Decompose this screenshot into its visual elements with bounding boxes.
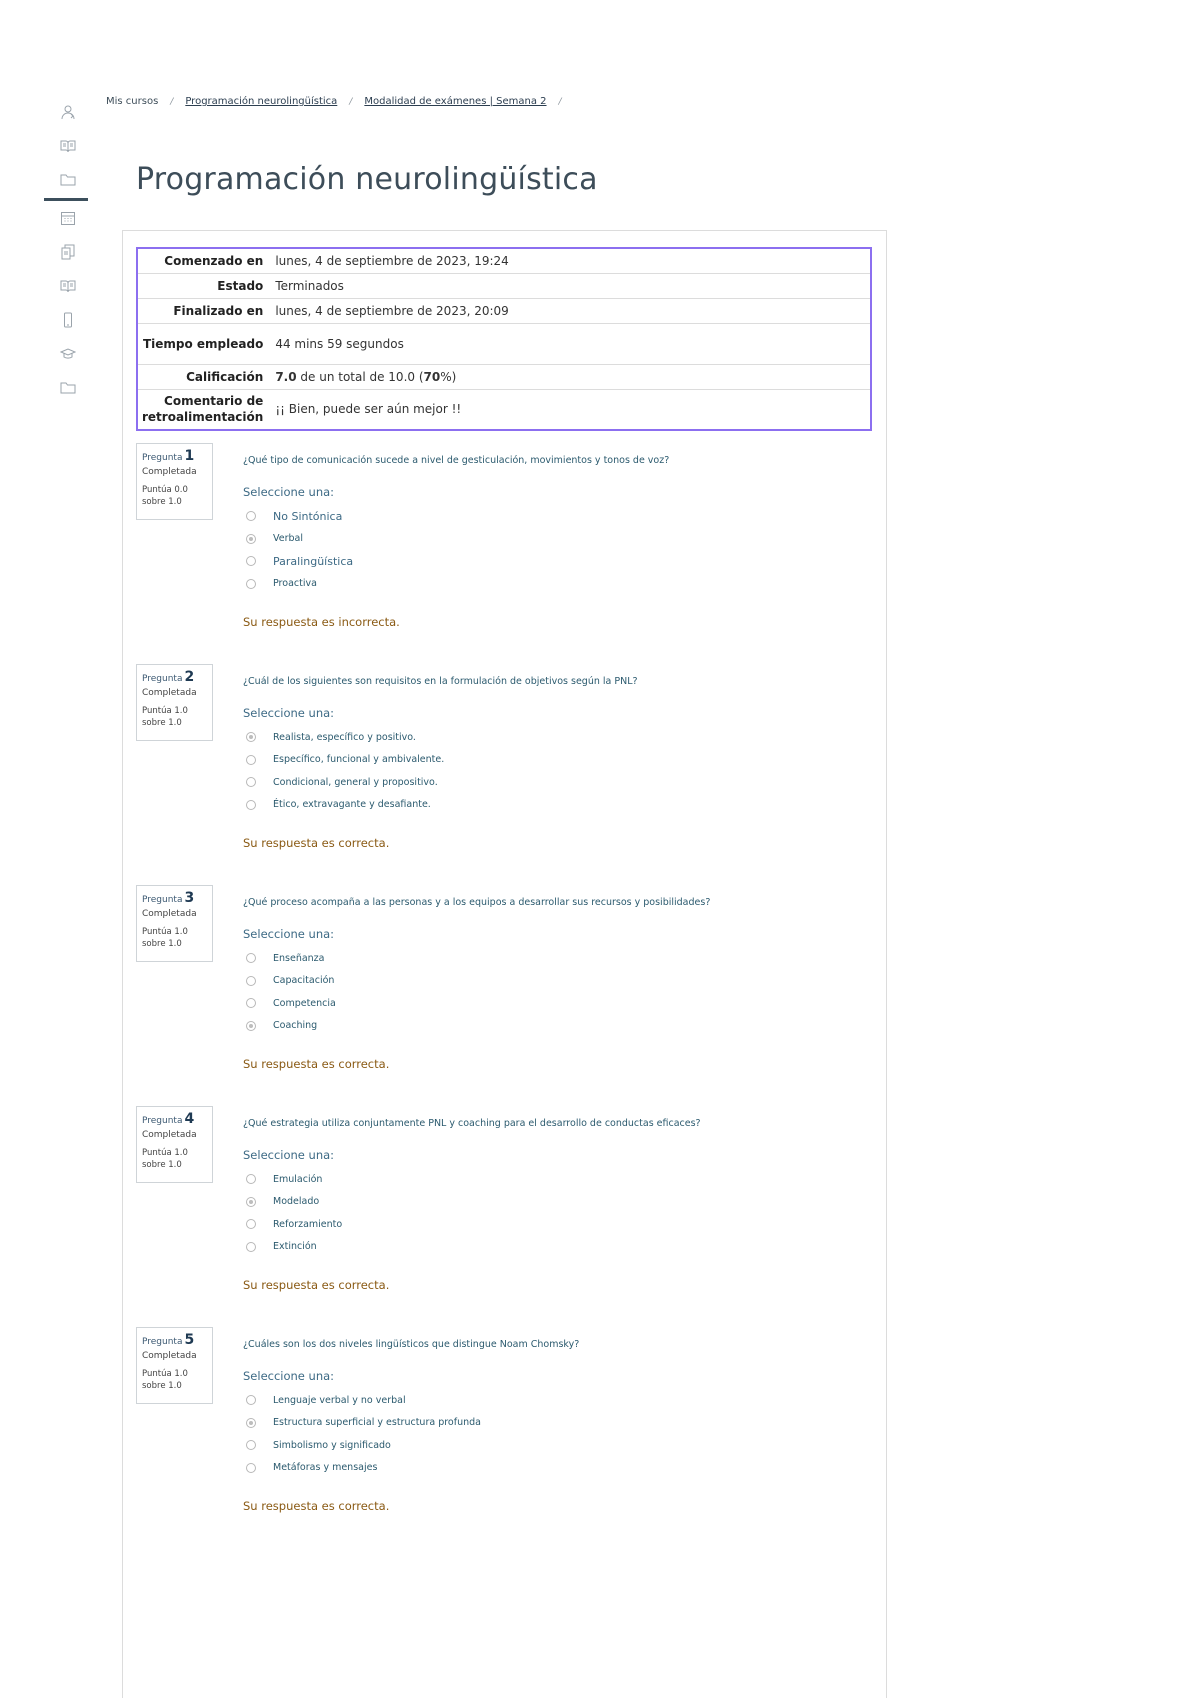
question-word: Pregunta [142,895,183,905]
question-block [136,443,876,643]
summary-value: lunes, 4 de septiembre de 2023, 20:09 [267,298,871,323]
question-number-value: 4 [184,1111,195,1127]
answer-radio[interactable] [246,1440,256,1450]
answer-label: Verbal [273,533,304,545]
question-grade [142,926,207,950]
answer-option[interactable] [246,1412,481,1435]
question-state: Completada [142,467,197,477]
answer-label: Competencia [273,997,336,1009]
question-grade-line: Puntúa 1.0 [142,927,188,937]
grade-percent: 70 [423,369,441,384]
answer-label: Coaching [273,1020,318,1032]
answer-radio[interactable] [246,579,256,589]
summary-value [267,364,871,389]
answer-radio[interactable] [246,732,256,742]
question-feedback: Su respuesta es incorrecta. [243,615,400,629]
question-number [142,1332,207,1348]
answer-option[interactable] [246,771,444,794]
answer-option[interactable] [246,749,444,772]
answer-option[interactable] [246,1236,342,1259]
calendar-icon[interactable] [60,210,76,226]
answer-label: Realista, específico y positivo. [273,731,416,743]
answer-option[interactable] [246,1213,342,1236]
grade-middle: de un total de 10.0 ( [296,369,424,384]
question-grade-line: Puntúa 0.0 [142,485,188,495]
summary-label: Tiempo empleado [137,323,267,364]
book-icon[interactable] [60,138,76,154]
question-state: Completada [142,1351,197,1361]
answer-radio[interactable] [246,1463,256,1473]
answer-options [246,1168,342,1258]
question-grade [142,1368,207,1392]
answer-option[interactable] [246,992,336,1015]
answer-label: Capacitación [273,975,335,987]
question-word: Pregunta [142,1116,183,1126]
question-text: ¿Cuáles son los dos niveles lingüísticos que distingue Noam Chomsky? [243,1339,580,1350]
summary-value: 44 mins 59 segundos [267,323,871,364]
question-info-box [136,885,213,962]
question-prompt: Seleccione una: [243,706,335,720]
question-number-value: 2 [184,669,195,685]
question-word: Pregunta [142,1337,183,1347]
book-icon[interactable] [60,278,76,294]
breadcrumb-my-courses[interactable]: Mis cursos [106,96,159,107]
summary-row-started [137,248,871,273]
answer-radio[interactable] [246,777,256,787]
answer-radio[interactable] [246,1021,256,1031]
answer-option[interactable] [246,1434,481,1457]
answer-option[interactable] [246,573,353,596]
answer-label: Modelado [273,1196,320,1208]
summary-row-grade [137,364,871,389]
answer-option[interactable] [246,1191,342,1214]
question-block [136,1106,876,1306]
answer-option[interactable] [246,947,336,970]
question-word: Pregunta [142,453,183,463]
question-number-value: 3 [184,890,195,906]
answer-radio[interactable] [246,534,256,544]
question-state: Completada [142,909,197,919]
summary-label: Estado [137,273,267,298]
question-word: Pregunta [142,674,183,684]
answer-radio[interactable] [246,1197,256,1207]
question-number [142,448,207,464]
question-text: ¿Qué proceso acompaña a las personas y a los equipos a desarrollar sus recursos y posibilidades? [243,897,711,908]
grade-score: 7.0 [275,369,297,384]
breadcrumb-exam-section[interactable]: Modalidad de exámenes | Semana 2 [364,96,547,107]
question-text: ¿Qué estrategia utiliza conjuntamente PNL y coaching para el desarrollo de conductas eficaces? [243,1118,701,1129]
summary-label: Comentario de retroalimentación [142,394,264,425]
answer-radio[interactable] [246,1242,256,1252]
answer-option[interactable] [246,1168,342,1191]
answer-label: Simbolismo y significado [273,1439,391,1451]
summary-row-feedback [137,389,871,430]
answer-radio[interactable] [246,976,256,986]
answer-option[interactable] [246,970,336,993]
answer-option[interactable] [246,528,353,551]
active-item-indicator [44,198,88,201]
question-number [142,890,207,906]
breadcrumb-separator: / [349,97,353,107]
breadcrumb-course[interactable]: Programación neurolingüística [185,96,338,107]
answer-radio[interactable] [246,1395,256,1405]
summary-label: Calificación [137,364,267,389]
question-info-box [136,1106,213,1183]
summary-value: ¡¡ Bien, puede ser aún mejor !! [275,402,462,417]
question-info-box [136,664,213,741]
question-number-value: 1 [184,448,195,464]
answer-options [246,1389,481,1479]
question-info-box [136,1327,213,1404]
answer-radio[interactable] [246,511,256,521]
answer-label: Extinción [273,1241,317,1253]
folder-icon[interactable] [60,380,76,396]
answer-label: Paralingüística [273,554,354,568]
answer-label: Estructura superficial y estructura profunda [273,1417,481,1429]
question-number-value: 5 [184,1332,195,1348]
question-feedback: Su respuesta es correcta. [243,1499,390,1513]
question-grade [142,484,207,508]
answer-label: Proactiva [273,578,317,590]
question-feedback: Su respuesta es correcta. [243,836,390,850]
summary-row-finished [137,298,871,323]
question-prompt: Seleccione una: [243,927,335,941]
answer-options [246,505,353,595]
question-block [136,885,876,1085]
answer-label: Metáforas y mensajes [273,1462,378,1474]
answer-label: Ético, extravagante y desafiante. [273,799,431,811]
answer-options [246,947,336,1037]
question-state: Completada [142,1130,197,1140]
attempt-summary-table [136,247,872,431]
breadcrumb-separator: / [170,97,174,107]
answer-label: Lenguaje verbal y no verbal [273,1394,406,1406]
answer-option[interactable] [246,726,444,749]
answer-options [246,726,444,816]
question-grade-line: Puntúa 1.0 [142,1369,188,1379]
answer-label: Condicional, general y propositivo. [273,776,438,788]
question-text: ¿Qué tipo de comunicación sucede a nivel de gesticulación, movimientos y tonos de voz? [243,455,670,466]
answer-radio[interactable] [246,755,256,765]
breadcrumb-separator: / [558,97,562,107]
answer-option[interactable] [246,550,353,573]
answer-radio[interactable] [246,953,256,963]
answer-radio[interactable] [246,800,256,810]
summary-value: lunes, 4 de septiembre de 2023, 19:24 [267,248,871,273]
question-state: Completada [142,688,197,698]
question-number [142,669,207,685]
summary-label: Finalizado en [137,298,267,323]
question-feedback: Su respuesta es correcta. [243,1057,390,1071]
answer-radio[interactable] [246,1219,256,1229]
mobile-icon[interactable] [60,312,76,328]
question-info-box [136,443,213,520]
question-grade-line: sobre 1.0 [142,1160,182,1170]
answer-label: Reforzamiento [273,1218,343,1230]
page-title: Programación neurolingüística [136,162,598,197]
participants-icon[interactable] [60,104,76,120]
question-block [136,1327,876,1527]
answer-radio[interactable] [246,1418,256,1428]
graduation-cap-icon[interactable] [60,346,76,362]
answer-label: Emulación [273,1173,323,1185]
question-grade [142,1147,207,1171]
summary-label: Comenzado en [137,248,267,273]
answer-radio[interactable] [246,1174,256,1184]
answer-label: Enseñanza [273,952,325,964]
answer-radio[interactable] [246,998,256,1008]
summary-row-time [137,323,871,364]
question-grade-line: Puntúa 1.0 [142,706,188,716]
question-grade-line: sobre 1.0 [142,497,182,507]
answer-radio[interactable] [246,556,256,566]
answer-option[interactable] [246,794,444,817]
question-block [136,664,876,864]
question-grade-line: sobre 1.0 [142,1381,182,1391]
answer-option[interactable] [246,505,353,528]
question-grade [142,705,207,729]
question-prompt: Seleccione una: [243,1369,335,1383]
question-number [142,1111,207,1127]
summary-value: Terminados [267,273,871,298]
answer-label: No Sintónica [273,509,343,523]
question-feedback: Su respuesta es correcta. [243,1278,390,1292]
answer-label: Específico, funcional y ambivalente. [273,754,445,766]
question-prompt: Seleccione una: [243,1148,335,1162]
answer-option[interactable] [246,1457,481,1480]
breadcrumb [106,96,574,107]
question-grade-line: Puntúa 1.0 [142,1148,188,1158]
question-grade-line: sobre 1.0 [142,939,182,949]
folder-icon[interactable] [60,172,76,188]
question-text: ¿Cuál de los siguientes son requisitos en la formulación de objetivos según la PNL? [243,676,638,687]
question-prompt: Seleccione una: [243,485,335,499]
summary-row-state [137,273,871,298]
grade-end: %) [440,369,457,384]
documents-icon[interactable] [60,244,76,260]
question-grade-line: sobre 1.0 [142,718,182,728]
answer-option[interactable] [246,1015,336,1038]
answer-option[interactable] [246,1389,481,1412]
